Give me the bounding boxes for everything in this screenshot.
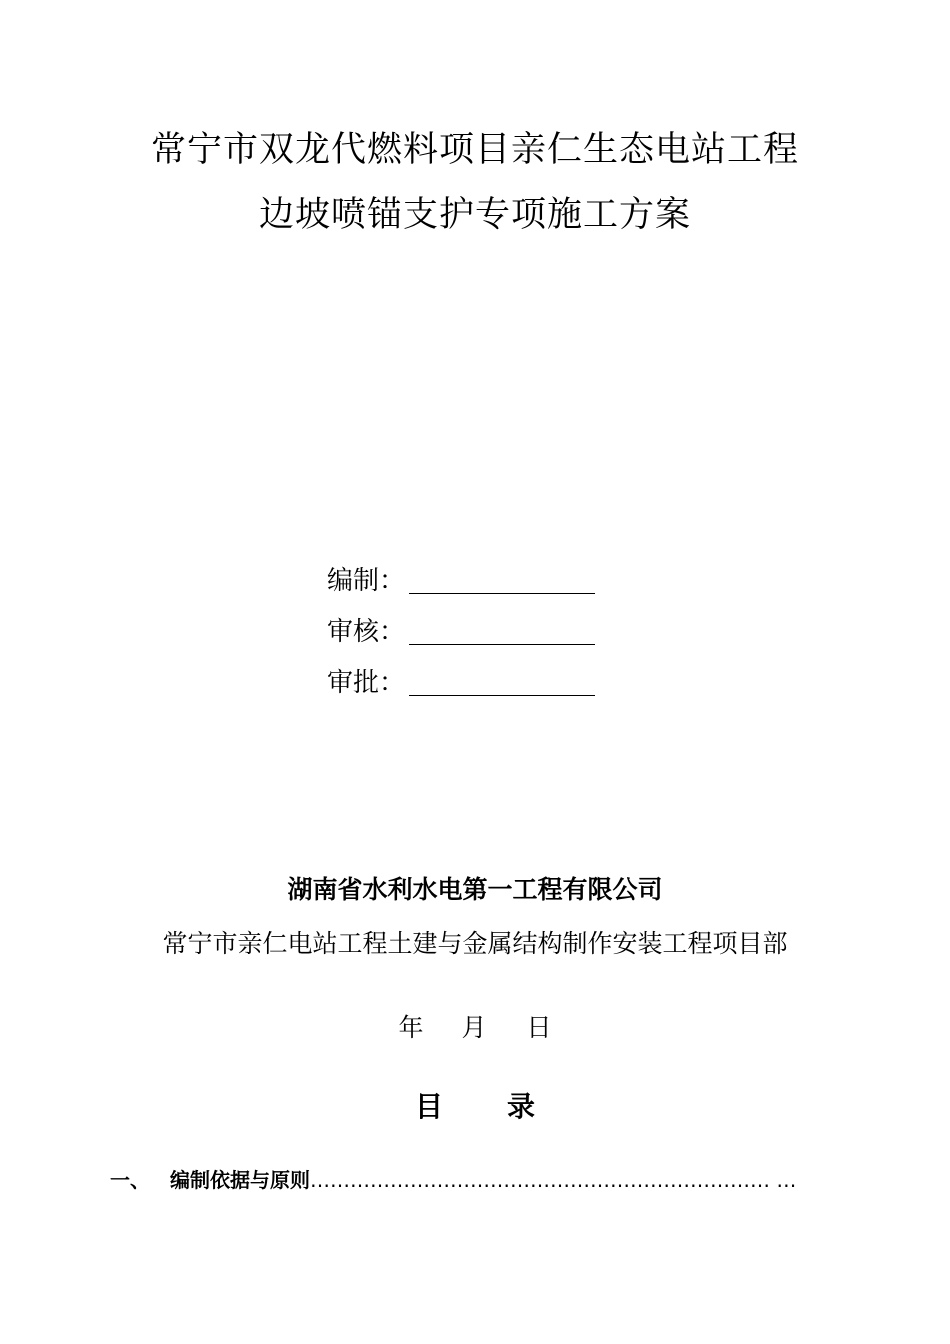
signature-line-approved <box>409 695 595 696</box>
toc-entry-number: 一、 <box>110 1168 150 1192</box>
date-year: 年 <box>398 1013 424 1042</box>
signature-label-reviewed: 审核： <box>327 617 406 647</box>
project-department: 常宁市亲仁电站工程土建与金属结构制作安装工程项目部 <box>162 929 788 958</box>
signature-row-reviewed <box>327 613 595 649</box>
signature-row-approved <box>327 664 595 700</box>
company-name: 湖南省水利水电第一工程有限公司 <box>287 875 663 904</box>
toc-heading-char-1: 目 <box>414 1090 443 1123</box>
toc-heading-char-2: 录 <box>507 1090 536 1123</box>
date-month: 月 <box>461 1013 487 1042</box>
document-title-line-2: 边坡喷锚支护专项施工方案 <box>258 195 691 235</box>
signature-line-reviewed <box>409 644 595 645</box>
toc-entry-leader: …………………………………………………………… … <box>310 1168 797 1192</box>
toc-entry[interactable] <box>110 1166 830 1194</box>
signature-label-prepared: 编制： <box>327 566 406 596</box>
toc-heading <box>0 1089 950 1125</box>
signature-row-prepared <box>327 562 595 598</box>
toc-entry-text: 编制依据与原则 <box>170 1168 310 1192</box>
date-day: 日 <box>526 1013 552 1042</box>
document-title-line-1: 常宁市双龙代燃料项目亲仁生态电站工程 <box>150 130 799 170</box>
signature-line-prepared <box>409 593 595 594</box>
date-line <box>0 1012 950 1044</box>
signature-label-approved: 审批： <box>327 668 406 698</box>
